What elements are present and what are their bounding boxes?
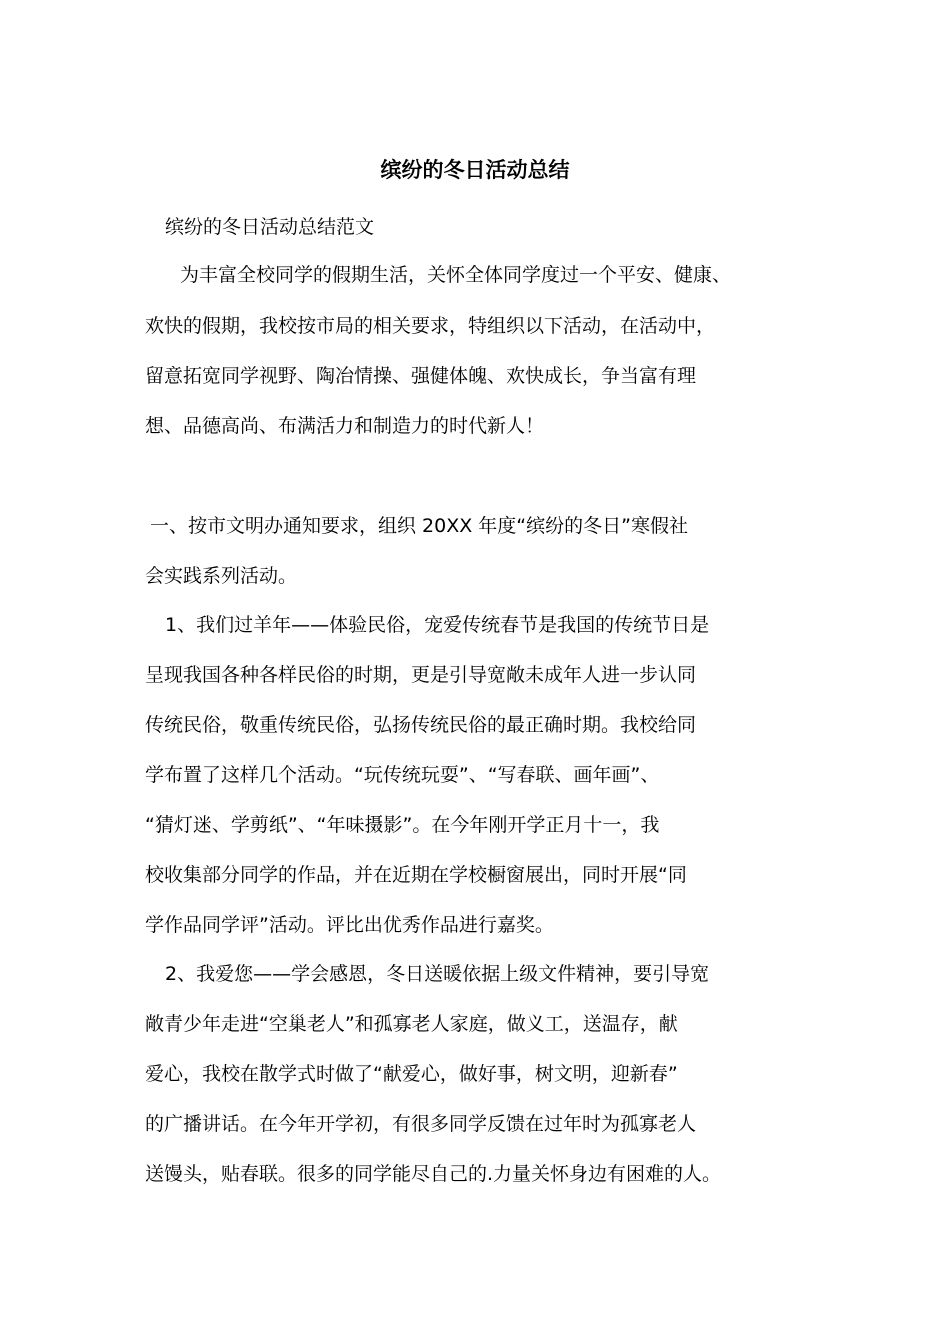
document-title: 缤纷的冬日活动总结: [380, 158, 570, 182]
paragraph-line: 送馒头，贴春联。很多的同学能尽自己的.力量关怀身边有困难的人。: [145, 1163, 722, 1185]
paragraph-line: 想、品德高尚、布满活力和制造力的时代新人！: [145, 415, 545, 437]
paragraph-line: 的广播讲话。在今年开学初，有很多同学反馈在过年时为孤寡老人: [145, 1113, 697, 1135]
paragraph-line: 1、我们过羊年——体验民俗，宠爱传统春节是我国的传统节日是: [165, 614, 710, 636]
paragraph-line: 呈现我国各种各样民俗的时期，更是引导宽敞未成年人进一步认同: [145, 664, 697, 686]
paragraph-line: “猜灯迷、学剪纸”、“年味摄影”。在今年刚开学正月十一，我: [145, 814, 660, 836]
paragraph-line: 会实践系列活动。: [145, 565, 298, 587]
paragraph-line: 校收集部分同学的作品，并在近期在学校橱窗展出，同时开展“同: [145, 864, 687, 886]
document-subtitle: 缤纷的冬日活动总结范文: [165, 216, 375, 238]
paragraph-line: 2、我爱您——学会感恩，冬日送暖依据上级文件精神，要引导宽: [165, 963, 710, 985]
paragraph-line: 欢快的假期，我校按市局的相关要求，特组织以下活动，在活动中，: [145, 315, 716, 337]
paragraph-line: 为丰富全校同学的假期生活，关怀全体同学度过一个平安、健康、: [180, 264, 732, 286]
paragraph-line: 传统民俗，敬重传统民俗，弘扬传统民俗的最正确时期。我校给同: [145, 714, 697, 736]
paragraph-line: 留意拓宽同学视野、陶冶情操、强健体魄、欢快成长，争当富有理: [145, 365, 697, 387]
paragraph-line: 学作品同学评”活动。评比出优秀作品进行嘉奖。: [145, 914, 554, 936]
paragraph-line: 一、按市文明办通知要求，组织 20XX 年度“缤纷的冬日”寒假社: [150, 515, 688, 537]
paragraph-line: 学布置了这样几个活动。“玩传统玩耍”、“写春联、画年画”、: [145, 764, 660, 786]
paragraph-line: 爱心，我校在散学式时做了“献爱心，做好事，树文明，迎新春”: [145, 1063, 678, 1085]
paragraph-line: 敞青少年走进“空巢老人”和孤寡老人家庭，做义工，送温存，献: [145, 1013, 678, 1035]
